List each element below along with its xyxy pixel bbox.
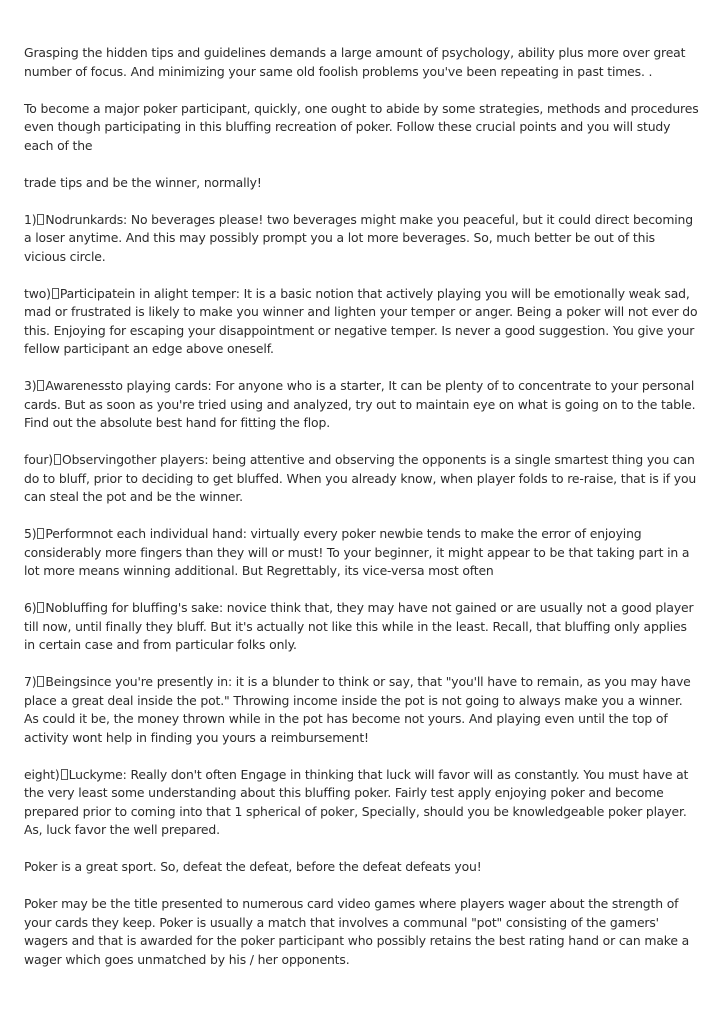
list-number: 3) [24,378,37,393]
missing-glyph-icon [54,454,61,465]
missing-glyph-icon [37,380,44,391]
missing-glyph-icon [37,214,44,225]
list-number: 7) [24,674,37,689]
list-number: eight) [24,766,60,782]
paragraph: Poker may be the title presented to numerous card video games where players wager about the strength of your cards they keep. Poker is usually a match that involves a communal "pot" consisting of the gamers' wagers and that is awarded for the poker participant who possibly retains the best rating hand or can make a wager which goes unmatched by his / her opponents. [24,896,690,967]
document-body [24,44,699,988]
paragraph: Poker is a great sport. So, defeat the defeat, before the defeat defeats you! [24,859,482,874]
paragraph: trade tips and be the winner, normally! [24,174,262,190]
list-item: 7) Beingsince you're presently in: it is a blunder to think or say, that "you'll have to remain, as you may have place a great deal inside the pot." Throwing income inside the pot is not going to always make you a winner. As could it be, the money thrown while in the pot has become not yours. And playing even until the top of activity wont help in finding you yours a reimbursement! [24,674,691,745]
paragraph: Grasping the hidden tips and guidelines demands a large amount of psychology, ability plus more over great number of focus. And minimizing your same old foolish problems you've been repeating in past times. . [24,45,686,79]
list-item: 5) Performnot each individual hand: virtually every poker newbie tends to make the error of enjoying considerably more fingers than they will or must! To your beginner, it might appear to be that taking part in a lot more means winning additional. But Regrettably, its vice-versa most often [24,526,690,578]
missing-glyph-icon [37,528,44,539]
list-item: eight) Luckyme: Really don't often Engage in thinking that luck will favor will as constantly. You must have at the very least some understanding about this bluffing poker. Fairly test apply enjoying poker and become prepared prior to coming into that 1 spherical of poker, Specially, should you be knowledgeable poker player. As, luck favor the well prepared. [24,766,689,837]
list-number: two) [24,285,51,301]
list-item: two) Participatein in alight temper: It is a basic notion that actively playing you will be emotionally weak sad, mad or frustrated is likely to make you winner and lighten your temper or anger. Being a poker will not ever do this. Enjoying for escaping your disappointment or negative temper. Is never a good suggestion. You give your fellow participant an edge above oneself. [24,285,698,356]
missing-glyph-icon [52,288,59,299]
list-number: four) [24,452,53,467]
missing-glyph-icon [61,769,68,780]
list-item: 6) Nobluffing for bluffing's sake: novice think that, they may have not gained or are usually not a good player till now, until finally they bluff. But it's actually not like this while in the least. Recall, that bluffing only applies in certain case and from particular folks only. [24,600,694,652]
missing-glyph-icon [37,676,44,687]
paragraph: To become a major poker participant, quickly, one ought to abide by some strategies, methods and procedures even though participating in this bluffing recreation of poker. Follow these crucial points and you will study each of the [24,100,699,153]
list-item: 3) Awarenessto playing cards: For anyone who is a starter, It can be plenty of to concentrate to your personal cards. But as soon as you're tried using and analyzed, try out to maintain eye on what is going on to the table. Find out the absolute best hand for fitting the flop. [24,378,696,430]
list-number: 6) [24,600,37,615]
list-item: four) Observingother players: being attentive and observing the opponents is a single smartest thing you can do to bluff, prior to deciding to get bluffed. When you already know, when player folds to re-raise, that is if you can steal the pot and be the winner. [24,452,697,504]
missing-glyph-icon [37,602,44,613]
list-number: 5) [24,526,37,541]
list-item: 1) Nodrunkards: No beverages please! two beverages might make you peaceful, but it could direct becoming a loser anytime. And this may possibly prompt you a lot more beverages. So, much better be out of this vicious circle. [24,211,693,264]
list-number: 1) [24,211,37,227]
